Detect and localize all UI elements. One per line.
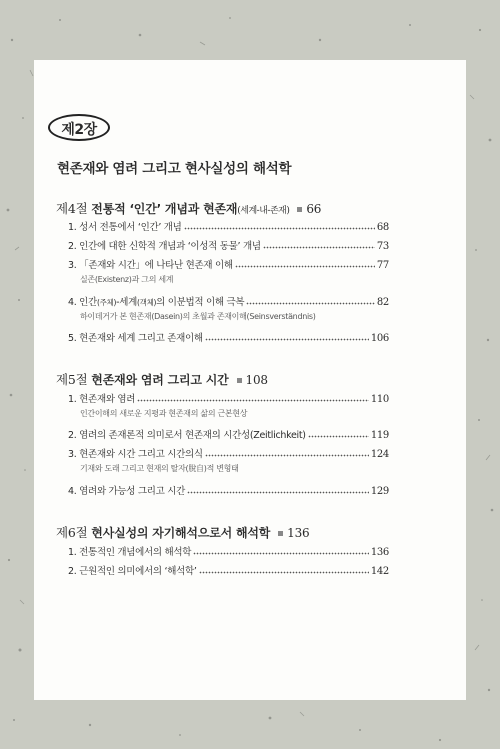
entry-label: 2. 근원적인 의미에서의 ‘해석학’	[68, 566, 197, 577]
entry-label: 4. 염려와 가능성 그리고 시간	[68, 486, 185, 497]
dot-leader	[205, 333, 369, 341]
entry-page: 110	[370, 394, 389, 405]
section-name: 현사실성의 자기해석으로서 해석학	[91, 526, 271, 540]
toc-entry[interactable]	[68, 427, 389, 441]
toc-entry[interactable]	[68, 483, 389, 497]
dot-leader	[184, 222, 375, 230]
entry-page: 124	[370, 449, 389, 460]
entry-label: 2. 인간에 대한 신학적 개념과 ‘이성적 동물’ 개념	[68, 241, 261, 252]
entry-label: 1. 성서 전통에서 ‘인간’ 개념	[68, 222, 182, 233]
toc-entry[interactable]	[68, 219, 389, 233]
dot-leader	[193, 547, 369, 555]
section-heading	[56, 370, 268, 388]
square-bullet-icon	[297, 207, 302, 212]
entry-page: 68	[376, 222, 389, 233]
chapter-badge	[48, 114, 110, 141]
entry-page: 106	[370, 333, 389, 344]
entry-page: 77	[376, 260, 389, 271]
section-heading	[56, 199, 321, 217]
entry-page: 136	[370, 547, 389, 558]
section-number: 제5절	[56, 372, 88, 387]
entry-label: 5. 현존재와 세계 그리고 존재이해	[68, 333, 203, 344]
entry-label: 2. 염려의 존재론적 의미로서 현존재의 시간성(Zeitlichkeit)	[68, 430, 306, 441]
dot-leader	[263, 241, 375, 249]
entry-page: 129	[370, 486, 389, 497]
entry-subtitle: 기재와 도래 그리고 현재의 탈자(脫自)적 변형태	[80, 464, 239, 473]
entry-label: 3. 현존재와 시간 그리고 시간의식	[68, 449, 203, 460]
section-page: 66	[306, 202, 322, 216]
toc-entry[interactable]	[68, 391, 389, 405]
section-page: 108	[245, 373, 268, 387]
dot-leader	[205, 449, 369, 457]
square-bullet-icon	[237, 378, 242, 383]
square-bullet-icon	[278, 531, 283, 536]
toc-entry[interactable]	[68, 294, 389, 308]
dot-leader	[137, 394, 369, 402]
toc-entry[interactable]	[68, 544, 389, 558]
dot-leader	[199, 566, 369, 574]
toc-entry[interactable]	[68, 238, 389, 252]
entry-label: 1. 현존재와 염려	[68, 394, 136, 405]
entry-subtitle: 인간이해의 새로운 지평과 현존재의 삶의 근본현상	[80, 409, 248, 418]
entry-page: 82	[376, 297, 389, 308]
entry-page: 142	[370, 566, 389, 577]
section-heading	[56, 523, 309, 541]
section-name: 전통적 ‘인간’ 개념과 현존재	[91, 202, 238, 216]
toc-entry[interactable]	[68, 330, 389, 344]
entry-label: 4. 인간(주체)-세계(객체)의 이분법적 이해 극복	[68, 297, 245, 308]
toc-entry[interactable]	[68, 446, 389, 460]
dot-leader	[308, 430, 369, 438]
chapter-badge-label: 제2장	[61, 122, 97, 138]
section-subtitle: (세계-내-존재)	[237, 206, 290, 216]
toc-entry[interactable]	[68, 563, 389, 577]
entry-subtitle: 실존(Existenz)과 그의 세계	[80, 275, 174, 284]
section-number: 제6절	[56, 525, 88, 540]
dot-leader	[187, 486, 369, 494]
section-number: 제4절	[56, 201, 88, 216]
entry-label: 1. 전통적인 개념에서의 해석학	[68, 547, 192, 558]
entry-label: 3. 「존재와 시간」에 나타난 현존재 이해	[68, 260, 233, 271]
dot-leader	[235, 260, 375, 268]
entry-subtitle: 하이데거가 본 현존재(Dasein)의 초월과 존재이해(Seinsverständnis)	[80, 312, 316, 321]
entry-page: 73	[376, 241, 389, 252]
section-name: 현존재와 염려 그리고 시간	[91, 373, 229, 387]
chapter-title: 현존재와 염려 그리고 현사실성의 해석학	[57, 161, 292, 177]
toc-entry[interactable]	[68, 257, 389, 271]
dot-leader	[246, 297, 375, 305]
section-page: 136	[287, 526, 310, 540]
entry-page: 119	[370, 430, 389, 441]
